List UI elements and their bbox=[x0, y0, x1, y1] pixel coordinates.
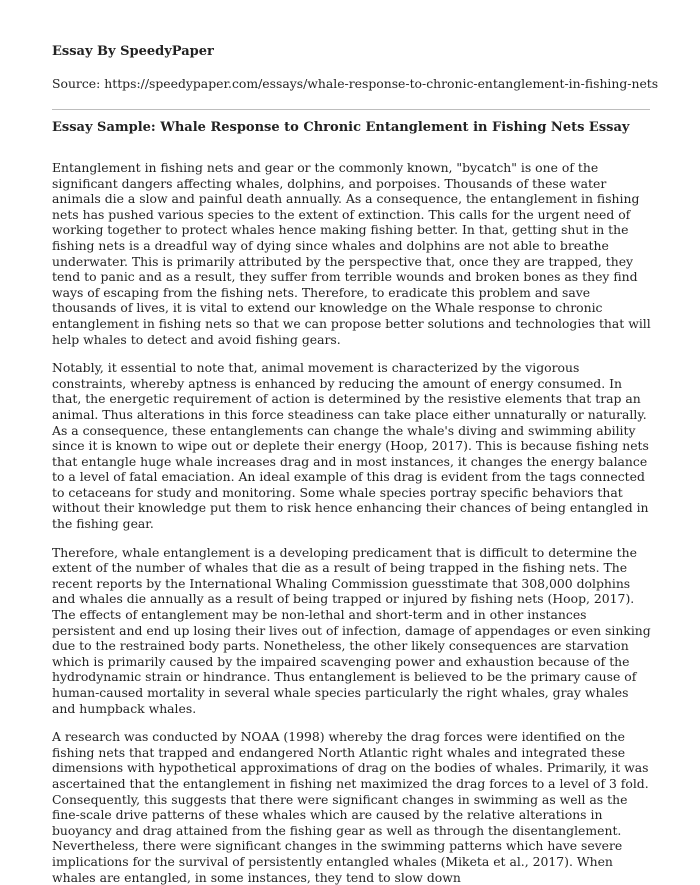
header-divider bbox=[52, 109, 650, 110]
brand-title: Essay By SpeedyPaper bbox=[52, 44, 214, 59]
essay-title: Essay Sample: Whale Response to Chronic Entanglement in Fishing Nets Essay bbox=[52, 120, 630, 135]
essay-paragraph: Notably, it essential to note that, animal movement is characterized by the vigorous constraints, whereby aptness is enhanced by reducing the amount of energy consumed. In that, the energetic requirement of action is determined by the resistive elements that trap an animal. Thus alterations in this force steadiness can take place either unnaturally or naturally. As a consequence, these entanglements can change the whale's diving and swimming ability since it is known to wipe out or deplete their energy (Hoop, 2017). This is because fishing nets that entangle huge whale increases drag and in most instances, it changes the energy balance to a level of fatal emaciation. An ideal example of this drag is evident from the tags connected to cetaceans for study and monitoring. Some whale species portray specific behaviors that without their knowledge put them to risk hence enhancing their chances of being entangled in the fishing gear. bbox=[52, 360, 649, 532]
source-line: Source: https://speedypaper.com/essays/whale-response-to-chronic-entanglement-in-fishing-nets bbox=[52, 76, 659, 91]
essay-paragraph: Therefore, whale entanglement is a developing predicament that is difficult to determine the extent of the number of whales that die as a result of being trapped in the fishing nets. The recent reports by the International Whaling Commission guesstimate that 308,000 dolphins and whales die annually as a result of being trapped or injured by fishing nets (Hoop, 2017). The effects of entanglement may be non-lethal and short-term and in other instances persistent and end up losing their lives out of infection, damage of appendages or even sinking due to the restrained body parts. Nonetheless, the other likely consequences are starvation which is primarily caused by the impaired scavenging power and exhaustion because of the hydrodynamic strain or hindrance. Thus entanglement is believed to be the primary cause of human-caused mortality in several whale species particularly the right whales, gray whales and humpback whales. bbox=[52, 544, 651, 716]
essay-body bbox=[52, 160, 652, 885]
essay-paragraph: A research was conducted by NOAA (1998) whereby the drag forces were identified on the fishing nets that trapped and endangered North Atlantic right whales and integrated these dimensions with hypothetical approximations of drag on the bodies of whales. Primarily, it was ascertained that the entanglement in fishing net maximized the drag forces to a level of 3 fold. Consequently, this suggests that there were significant changes in swimming as well as the fine-scale drive patterns of these whales which are caused by the relative alterations in buoyancy and drag attained from the fishing gear as well as through the disentanglement. Nevertheless, there were significant changes in the swimming patterns which have severe implications for the survival of persistently entangled whales (Miketa et al., 2017). When whales are entangled, in some instances, they tend to slow down bbox=[52, 729, 649, 885]
essay-paragraph: Entanglement in fishing nets and gear or the commonly known, "bycatch" is one of the significant dangers affecting whales, dolphins, and porpoises. Thousands of these water animals die a slow and painful death annually. As a consequence, the entanglement in fishing nets has pushed various species to the extent of extinction. This calls for the urgent need of working together to protect whales hence making fishing better. In that, getting shut in the fishing nets is a dreadful way of dying since whales and dolphins are not able to breathe underwater. This is primarily attributed by the perspective that, once they are trapped, they tend to panic and as a result, they suffer from terrible wounds and broken bones as they find ways of escaping from the fishing nets. Therefore, to eradicate this problem and save thousands of lives, it is vital to extend our knowledge on the Whale response to chronic entanglement in fishing nets so that we can propose better solutions and technologies that will help whales to detect and avoid fishing gears. bbox=[52, 160, 651, 347]
